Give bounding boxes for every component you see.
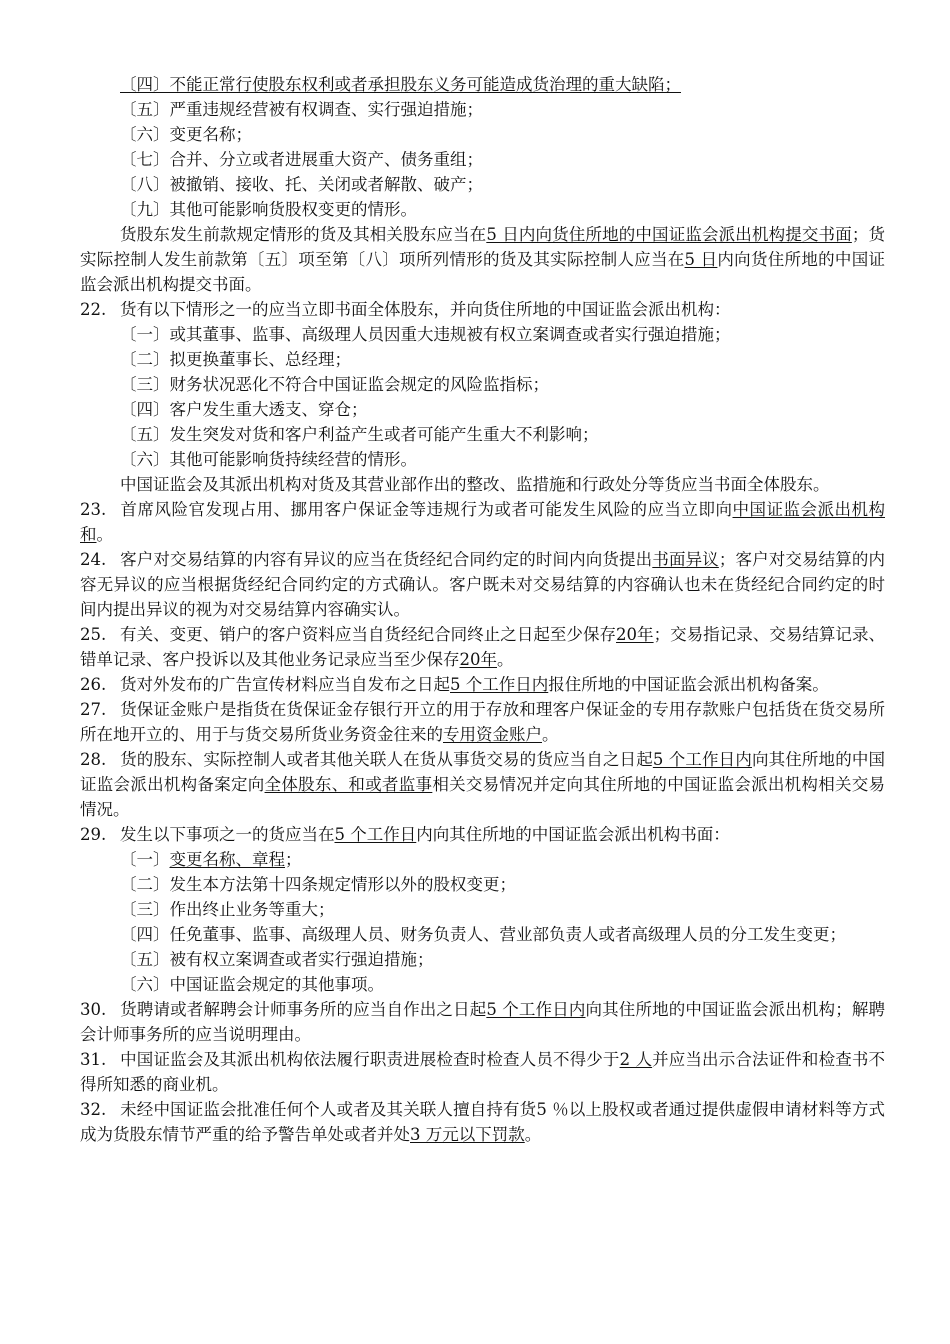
numbered-item-27: 27. 货保证金账户是指货在货保证金存银行开立的用于存放和理客户保证金的专用存款账户包括货在货交易所所在地开立的、用于与货交易所货业务资金往来的专用资金账户。	[80, 700, 885, 744]
numbered-item-32: 32. 未经中国证监会批准任何个人或者及其关联人擅自持有货5 ％以上股权或者通过提供虚假申请材料等方式成为货股东情节严重的给予警告单处或者并处3 万元以下罚款。	[80, 1100, 885, 1144]
list-item: 〔二〕拟更换董事长、总经理；	[120, 350, 351, 369]
underlined-text: 中国证监会派出机构和	[80, 500, 885, 544]
underlined-text: 5 个工作日内	[450, 675, 549, 694]
list-item: 〔六〕其他可能影响货持续经营的情形。	[120, 450, 417, 469]
underlined-text: 5 日内向货住所地的中国证监会派出机构提交书面	[486, 225, 852, 244]
list-item: 〔五〕被有权立案调查或者实行强迫措施；	[120, 950, 434, 969]
list-item: 〔五〕发生突发对货和客户利益产生或者可能产生重大不利影响；	[120, 425, 599, 444]
underlined-text: 专用资金账户	[443, 725, 542, 744]
numbered-item-29: 29. 发生以下事项之一的货应当在5 个工作日内向其住所地的中国证监会派出机构书面：	[80, 825, 730, 844]
document-page	[80, 72, 885, 1147]
numbered-item-28: 28. 货的股东、实际控制人或者其他关联人在货从事货交易的货应当自之日起5 个工作日内向其住所地的中国证监会派出机构备案定向全体股东、和或者监事相关交易情况并定向其住所地的中国证监会派出机构相关交易情况。	[80, 750, 886, 819]
numbered-item-31: 31. 中国证监会及其派出机构依法履行职责进展检查时检查人员不得少于2 人并应当出示合法证件和检查书不得所知悉的商业机。	[80, 1050, 886, 1094]
underlined-text: 〔四〕不能正常行使股东权利或者承担股东义务可能造成货治理的重大缺陷；	[120, 75, 681, 94]
underlined-text: 2 人	[619, 1050, 653, 1069]
numbered-item-22: 22. 货有以下情形之一的应当立即书面全体股东，并向货住所地的中国证监会派出机构：	[80, 300, 731, 319]
list-item: 〔七〕合并、分立或者进展重大资产、债务重组；	[120, 150, 483, 169]
list-item: 〔六〕中国证监会规定的其他事项。	[120, 975, 384, 994]
list-item: 〔一〕变更名称、章程；	[120, 850, 302, 869]
underlined-text: 20年	[616, 625, 654, 644]
underlined-text: 20年	[459, 650, 497, 669]
numbered-item-30: 30. 货聘请或者解聘会计师事务所的应当自作出之日起5 个工作日内向其住所地的中国证监会派出机构；解聘会计师事务所的应当说明理由。	[80, 1000, 885, 1044]
underlined-text: 变更名称、章程	[169, 850, 285, 869]
list-item: 〔六〕变更名称；	[120, 125, 252, 144]
numbered-item-23: 23. 首席风险官发现占用、挪用客户保证金等违规行为或者可能发生风险的应当立即向中国证监会派出机构和。	[80, 500, 885, 544]
list-item	[80, 72, 885, 97]
list-item: 〔九〕其他可能影响货股权变更的情形。	[120, 200, 417, 219]
underlined-text: 5 个工作日内	[652, 750, 752, 769]
numbered-item-26: 26. 货对外发布的广告宣传材料应当自发布之日起5 个工作日内报住所地的中国证监会派出机构备案。	[80, 675, 829, 694]
underlined-text: 5 个工作日	[334, 825, 417, 844]
underlined-text: 5 个工作日内	[486, 1000, 586, 1019]
paragraph: 货股东发生前款规定情形的货及其相关股东应当在5 日内向货住所地的中国证监会派出机构提交书面；货实际控制人发生前款第〔五〕项至第〔八〕项所列情形的货及其实际控制人应当在5 日内向货住所地的中国证监会派出机构提交书面。	[80, 225, 886, 294]
list-item: 〔二〕发生本方法第十四条规定情形以外的股权变更；	[120, 875, 516, 894]
underlined-text: 全体股东、和或者监事	[264, 775, 433, 794]
list-item: 〔四〕任免董事、监事、高级理人员、财务负责人、营业部负责人或者高级理人员的分工发生变更；	[120, 925, 846, 944]
underlined-text: 3 万元以下罚款	[410, 1125, 525, 1144]
list-item: 〔五〕严重违规经营被有权调查、实行强迫措施；	[120, 100, 483, 119]
underlined-text: 5 日	[684, 250, 718, 269]
paragraph: 中国证监会及其派出机构对货及其营业部作出的整改、监措施和行政处分等货应当书面全体股东。	[120, 475, 830, 494]
numbered-item-25: 25. 有关、变更、销户的客户资料应当自货经纪合同终止之日起至少保存20年；交易指记录、交易结算记录、错单记录、客户投诉以及其他业务记录应当至少保存20年。	[80, 625, 886, 669]
list-item: 〔三〕作出终止业务等重大；	[120, 900, 335, 919]
list-item: 〔四〕客户发生重大透支、穿仓；	[120, 400, 368, 419]
list-item: 〔八〕被撤销、接收、托、关闭或者解散、破产；	[120, 175, 483, 194]
numbered-item-24: 24. 客户对交易结算的内容有异议的应当在货经纪合同约定的时间内向货提出书面异议；客户对交易结算的内容无异议的应当根据货经纪合同约定的方式确认。客户既未对交易结算的内容确认也未在货经纪合同约定的时间内提出异议的视为对交易结算内容确实认。	[80, 550, 886, 619]
list-item: 〔一〕或其董事、监事、高级理人员因重大违规被有权立案调查或者实行强迫措施；	[120, 325, 731, 344]
underlined-text: 书面异议	[652, 550, 719, 569]
list-item: 〔三〕财务状况恶化不符合中国证监会规定的风险监指标；	[120, 375, 549, 394]
